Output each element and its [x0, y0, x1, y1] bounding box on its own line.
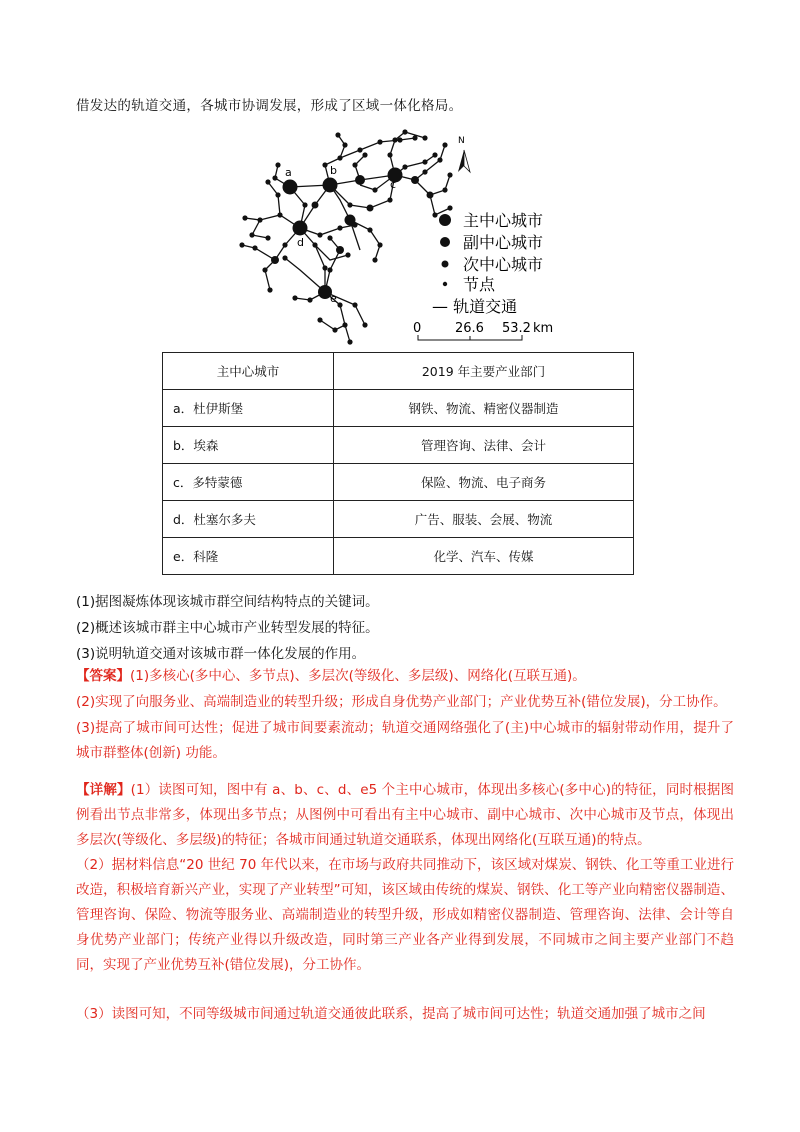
- legend-node-symbol: [443, 282, 447, 286]
- table-row: [163, 538, 634, 575]
- scale-1: 26.6: [455, 321, 484, 336]
- answer-3: (3)提高了城市间可达性；促进了城市间要素流动；轨道交通网络强化了(主)中心城市的辐射带动作用，提升了城市群整体(创新) 功能。: [76, 720, 734, 761]
- map-nodes: [239, 129, 452, 344]
- city-label-c: c: [390, 178, 397, 191]
- detail-1: (1）读图可知，图中有 a、b、c、d、e5 个主中心城市，体现出多核心(多中心)的特征，同时根据图例看出节点非常多，体现出多节点；从图例中可看出有主中心城市、副中心城市、次中心城市及节点，体现出多层次(等级化、多层级)的特征；各城市间通过轨道交通联系，体现出网络化(互联互通)的特点。: [76, 782, 735, 848]
- table-header-row: [163, 353, 634, 390]
- city-label-b: b: [330, 164, 337, 177]
- legend-rail: — 轨道交通: [432, 297, 518, 316]
- intro-text: 借发达的轨道交通，各城市协调发展，形成了区域一体化格局。: [76, 98, 463, 114]
- table-cell: 化学、汽车、传媒: [334, 538, 634, 575]
- legend-sub-city-symbol: [440, 237, 450, 247]
- scale-2: 53.2: [502, 321, 531, 336]
- legend-main-city-symbol: [439, 214, 451, 226]
- city-label-a: a: [285, 166, 292, 179]
- table-header: 2019 年主要产业部门: [334, 353, 634, 390]
- question-2: (2)概述该城市群主中心城市产业转型发展的特征。: [76, 620, 379, 636]
- table-row: [163, 427, 634, 464]
- industry-table: [162, 352, 634, 575]
- answer-2: (2)实现了向服务业、高端制造业的转型升级；形成自身优势产业部门；产业优势互补(错位发展)，分工协作。: [76, 694, 727, 710]
- north-label: N: [458, 136, 465, 146]
- table-cell: e．科隆: [163, 538, 334, 575]
- table-row: [163, 501, 634, 538]
- north-arrow-icon: [458, 136, 470, 172]
- table-cell: a．杜伊斯堡: [163, 390, 334, 427]
- scale-0: 0: [413, 321, 422, 336]
- table-cell: c．多特蒙德: [163, 464, 334, 501]
- legend-node: 节点: [463, 275, 496, 294]
- legend-secondary-city-symbol: [442, 261, 449, 268]
- detail-2: （2）据材料信息“20 世纪 70 年代以来，在市场与政府共同推动下，该区域对煤炭、钢铁、化工等重工业进行改造，积极培育新兴产业，实现了产业转型”可知，该区域由传统的煤炭、钢铁、化工等产业向精密仪器制造、管理咨询、保险、物流等服务业、高端制造业的转型升级，形成如精密仪器制造、管理咨询、法律、会计等自身优势产业部门；传统产业得以升级改造，同时第三产业各产业得到发展，不同城市之间主要产业部门不趋同，实现了产业优势互补(错位发展)，分工协作。: [76, 857, 734, 973]
- table-row: [163, 464, 634, 501]
- legend-main-city: 主中心城市: [463, 211, 544, 230]
- city-label-e: e: [330, 292, 337, 305]
- answer-tag: 【答案】: [76, 668, 130, 684]
- answer-line-1: [76, 664, 734, 689]
- table-cell: 钢铁、物流、精密仪器制造: [334, 390, 634, 427]
- table-header: 主中心城市: [163, 353, 334, 390]
- detail-line-1: [76, 778, 734, 853]
- rail-lines: [242, 132, 450, 342]
- legend-secondary-city: 次中心城市: [463, 255, 544, 274]
- table-row: [163, 390, 634, 427]
- table-cell: 广告、服装、会展、物流: [334, 501, 634, 538]
- map-legend: [413, 211, 553, 340]
- table-cell: 保险、物流、电子商务: [334, 464, 634, 501]
- detail-3: （3）读图可知，不同等级城市间通过轨道交通彼此联系，提高了城市间可达性；轨道交通加强了城市之间: [76, 1006, 706, 1022]
- table-cell: d．杜塞尔多夫: [163, 501, 334, 538]
- answer-1: (1)多核心(多中心、多节点)、多层次(等级化、多层级)、网络化(互联互通)。: [130, 668, 586, 684]
- detail-tag: 【详解】: [76, 782, 131, 798]
- table-cell: b．埃森: [163, 427, 334, 464]
- map-svg: [230, 120, 570, 350]
- table-cell: 管理咨询、法律、会计: [334, 427, 634, 464]
- city-label-d: d: [297, 236, 304, 249]
- question-1: (1)据图凝炼体现该城市群空间结构特点的关键词。: [76, 594, 379, 610]
- legend-sub-city: 副中心城市: [463, 233, 544, 252]
- scale-unit: km: [533, 321, 554, 336]
- question-3: (3)说明轨道交通对该城市群一体化发展的作用。: [76, 646, 366, 662]
- rail-network-map: [230, 120, 570, 350]
